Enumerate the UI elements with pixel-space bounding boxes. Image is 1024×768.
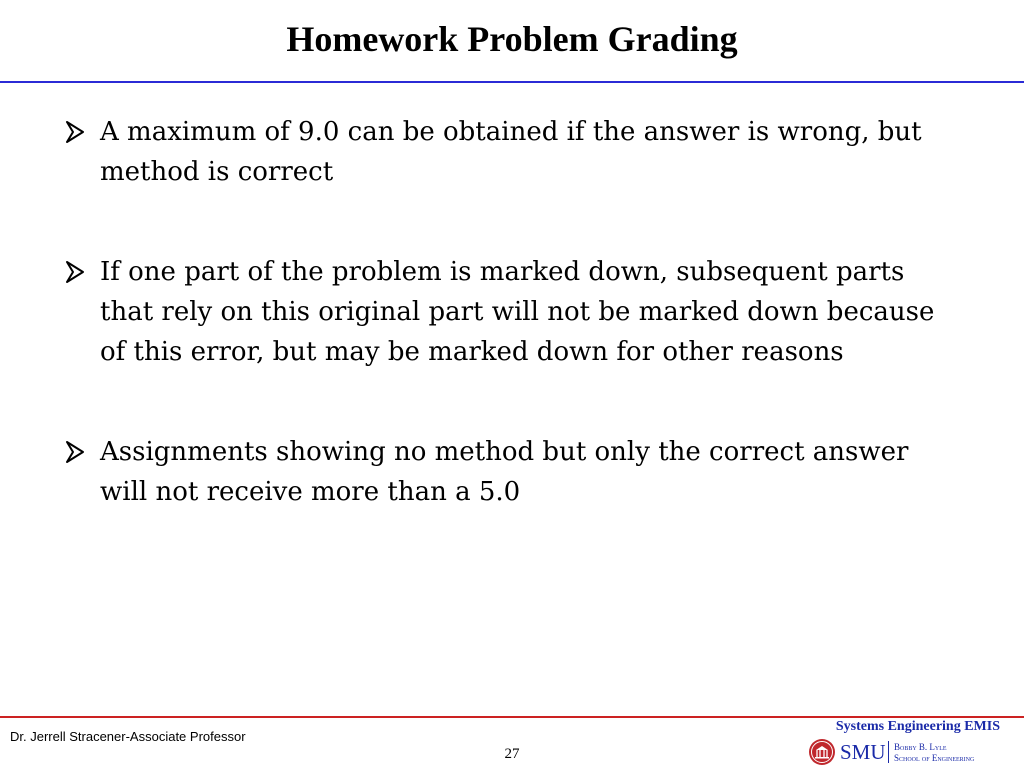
smu-brand-text: SMU bbox=[840, 740, 886, 764]
bullet-list bbox=[62, 112, 962, 572]
smu-logo bbox=[806, 738, 1000, 768]
title-divider bbox=[0, 81, 1024, 83]
arrow-bullet-icon bbox=[64, 440, 86, 464]
smu-seal-icon bbox=[808, 738, 836, 766]
bullet-item bbox=[62, 432, 962, 512]
bullet-item bbox=[62, 252, 962, 372]
slide-title: Homework Problem Grading bbox=[286, 19, 738, 59]
logo-divider bbox=[888, 741, 889, 763]
arrow-bullet-icon bbox=[64, 260, 86, 284]
page-number: 27 bbox=[504, 746, 520, 762]
footer-divider bbox=[0, 716, 1024, 718]
school-name-line-2: School of Engineering bbox=[894, 753, 975, 763]
arrow-bullet-icon bbox=[64, 120, 86, 144]
footer-branding bbox=[800, 719, 1000, 764]
bullet-item bbox=[62, 112, 962, 192]
program-name: Systems Engineering EMIS bbox=[835, 719, 1000, 734]
author-footer: Dr. Jerrell Stracener-Associate Professor bbox=[10, 729, 246, 744]
school-name-line-1: Bobby B. Lyle bbox=[894, 742, 947, 752]
bullet-text: A maximum of 9.0 can be obtained if the answer is wrong, but method is correct bbox=[100, 117, 922, 187]
bullet-text: Assignments showing no method but only the correct answer will not receive more than a 5.0 bbox=[100, 437, 909, 507]
bullet-text: If one part of the problem is marked down, subsequent parts that rely on this original part will not be marked down because of this error, but may be marked down for other reasons bbox=[100, 257, 935, 367]
